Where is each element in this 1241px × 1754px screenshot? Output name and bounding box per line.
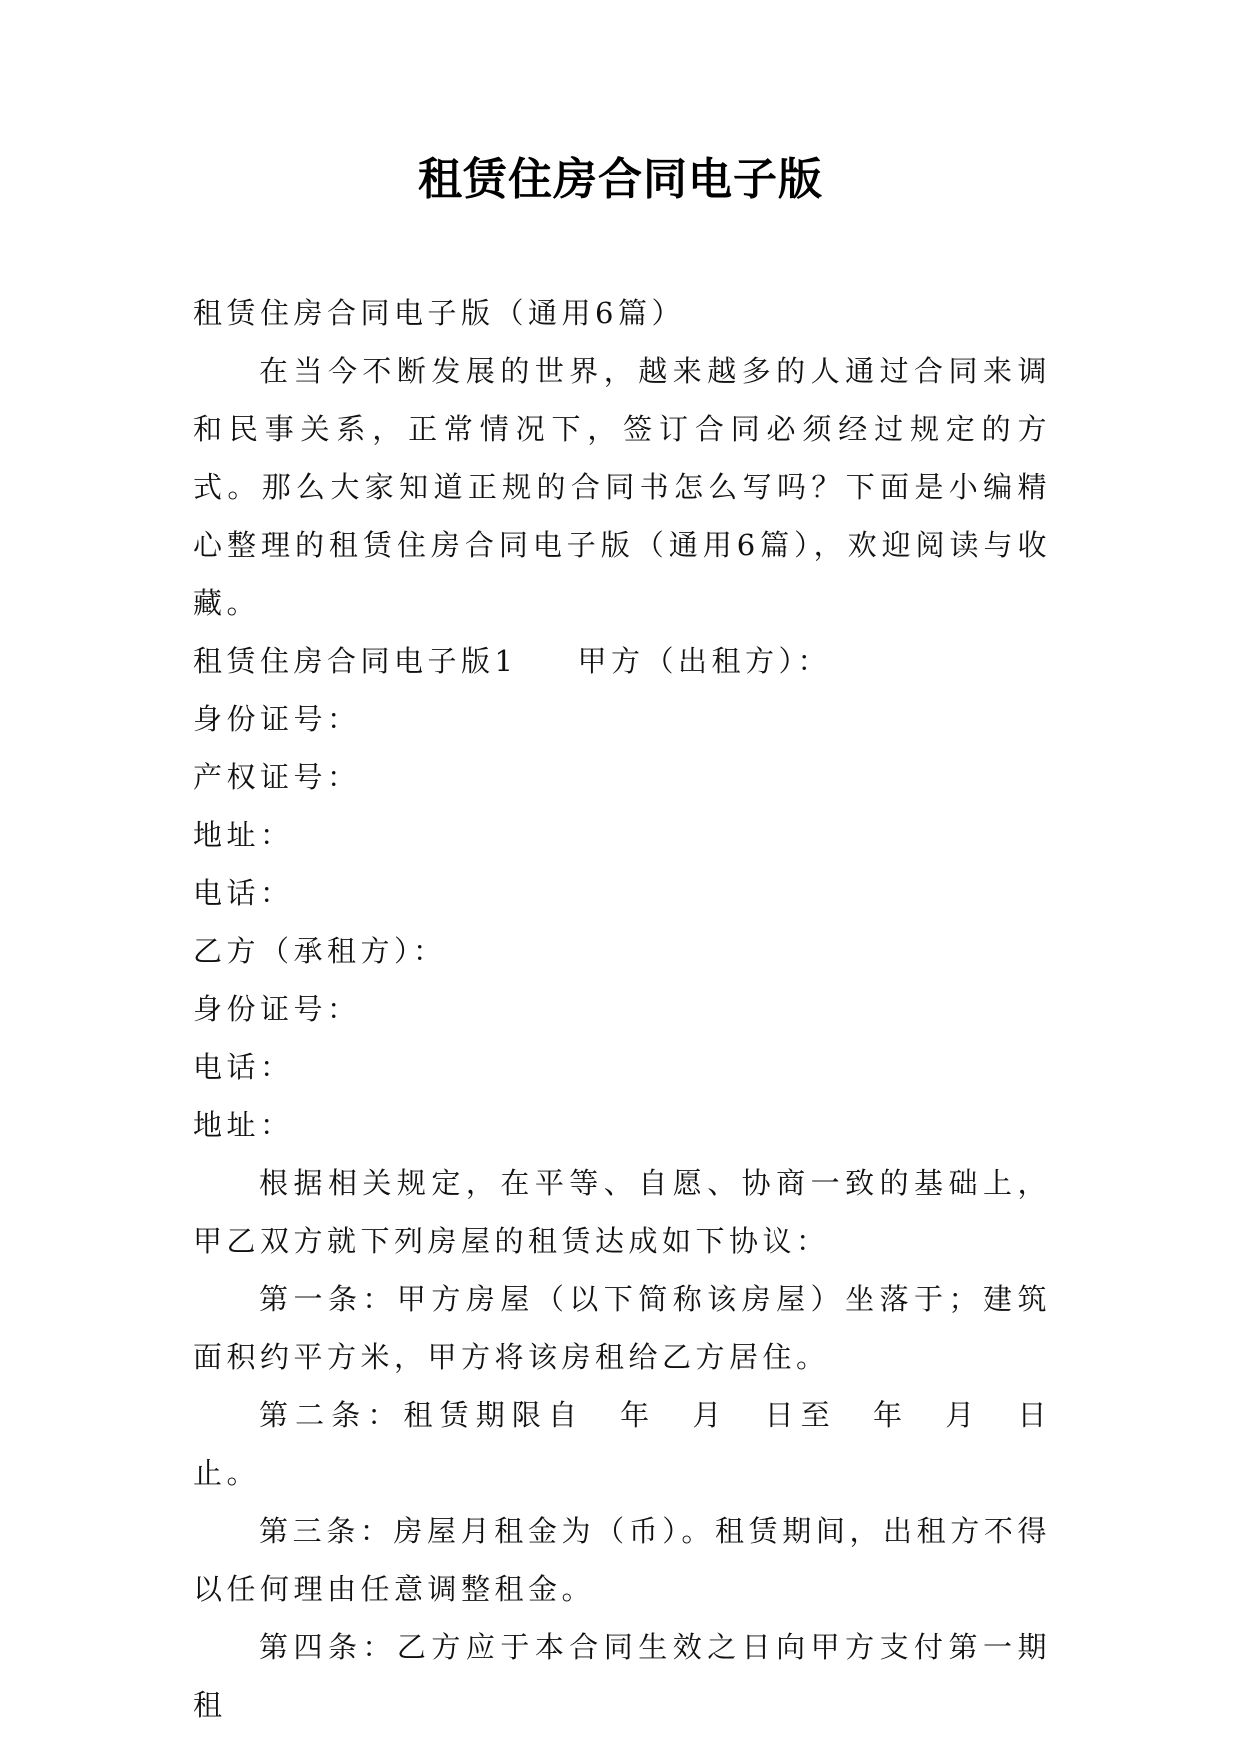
article-4: 第四条：乙方应于本合同生效之日向甲方支付第一期租 <box>193 1630 1051 1722</box>
party-a-address: 地址： <box>193 818 294 852</box>
party-a-property-cert: 产权证号： <box>193 760 361 794</box>
party-b-id-number: 身份证号： <box>193 992 361 1026</box>
party-a-id-number: 身份证号： <box>193 702 361 736</box>
preamble-paragraph: 根据相关规定，在平等、自愿、协商一致的基础上，甲乙双方就下列房屋的租赁达成如下协议： <box>193 1166 1051 1258</box>
intro-paragraph: 在当今不断发展的世界，越来越多的人通过合同来调和民事关系，正常情况下，签订合同必须经过规定的方式。那么大家知道正规的合同书怎么写吗？下面是小编精心整理的租赁住房合同电子版（通用6篇），欢迎阅读与收藏。 <box>193 354 1051 620</box>
article-2: 第二条：租赁期限自 年 月 日至 年 月 日止。 <box>193 1398 1051 1490</box>
document-subtitle: 租赁住房合同电子版（通用6篇） <box>193 296 685 330</box>
document-title: 租赁住房合同电子版 <box>418 154 823 205</box>
section-heading: 租赁住房合同电子版1 <box>193 644 518 678</box>
document-body <box>193 284 1051 1734</box>
party-a-phone: 电话： <box>193 876 294 910</box>
article-3: 第三条：房屋月租金为（币）。租赁期间，出租方不得以任何理由任意调整租金。 <box>193 1514 1051 1606</box>
article-1: 第一条：甲方房屋（以下简称该房屋）坐落于；建筑面积约平方米，甲方将该房租给乙方居住。 <box>193 1282 1051 1374</box>
section-heading-line <box>193 632 1051 690</box>
party-b-label: 乙方（承租方）： <box>193 934 447 968</box>
party-b-address: 地址： <box>193 1108 294 1142</box>
party-a-label: 甲方（出租方）： <box>577 644 831 678</box>
party-b-phone: 电话： <box>193 1050 294 1084</box>
